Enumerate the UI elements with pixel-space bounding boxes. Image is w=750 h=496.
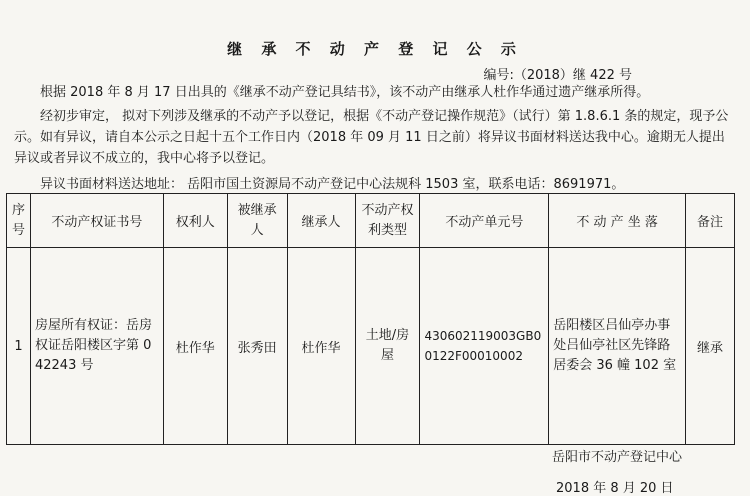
cell-location: 岳阳楼区吕仙亭办事处吕仙亭社区先锋路居委会 36 幢 102 室 <box>549 248 686 445</box>
header-location: 不 动 产 坐 落 <box>549 194 686 248</box>
notice-title: 继 承 不 动 产 登 记 公 示 <box>227 40 523 58</box>
header-right-type: 不动产权利类型 <box>355 194 420 248</box>
header-decedent: 被继承人 <box>227 194 287 248</box>
cell-holder: 杜作华 <box>163 248 227 445</box>
header-unit-no: 不动产单元号 <box>420 194 549 248</box>
cell-decedent: 张秀田 <box>227 248 287 445</box>
paragraph-basis: 根据 2018 年 8 月 17 日出具的《继承不动产登记具结书》，该不动产由继承人杜作华通过遗产继承所得。 <box>40 85 650 100</box>
cell-seq: 1 <box>7 248 31 445</box>
header-holder: 权利人 <box>163 194 227 248</box>
table-header-row <box>7 194 735 248</box>
table-row <box>7 248 735 445</box>
header-cert-no: 不动产权证书号 <box>30 194 163 248</box>
header-heir: 继承人 <box>287 194 355 248</box>
header-remark: 备注 <box>685 194 734 248</box>
cell-right-type: 土地/房屋 <box>355 248 420 445</box>
paragraph-review: 经初步审定， 拟对下列涉及继承的不动产予以登记，根据《不动产登记操作规范》（试行）第 1.8.6.1 条的规定，现予公示。如有异议，请自本公示之日起十五个工作日内（2018 年 09 月 11 日之前）将异议书面材料送达我中心。逾期无人提出异议或者异议不成立的，我中心将予以登记。 <box>14 109 729 166</box>
issuer-name: 岳阳市不动产登记中心 <box>552 450 683 465</box>
issue-date: 2018 年 8 月 20 日 <box>556 481 674 496</box>
cell-unit-no: 430602119003GB00122F00010002 <box>420 248 549 445</box>
cell-remark: 继承 <box>685 248 734 445</box>
header-seq: 序号 <box>7 194 31 248</box>
property-table <box>6 193 735 445</box>
cell-cert-no: 房屋所有权证：岳房权证岳阳楼区字第 042243 号 <box>30 248 163 445</box>
cell-heir: 杜作华 <box>287 248 355 445</box>
document-number: 编号:（2018）继 422 号 <box>483 68 632 83</box>
paragraph-address: 异议书面材料送达地址： 岳阳市国土资源局不动产登记中心法规科 1503 室，联系电话：8691971。 <box>40 177 625 192</box>
